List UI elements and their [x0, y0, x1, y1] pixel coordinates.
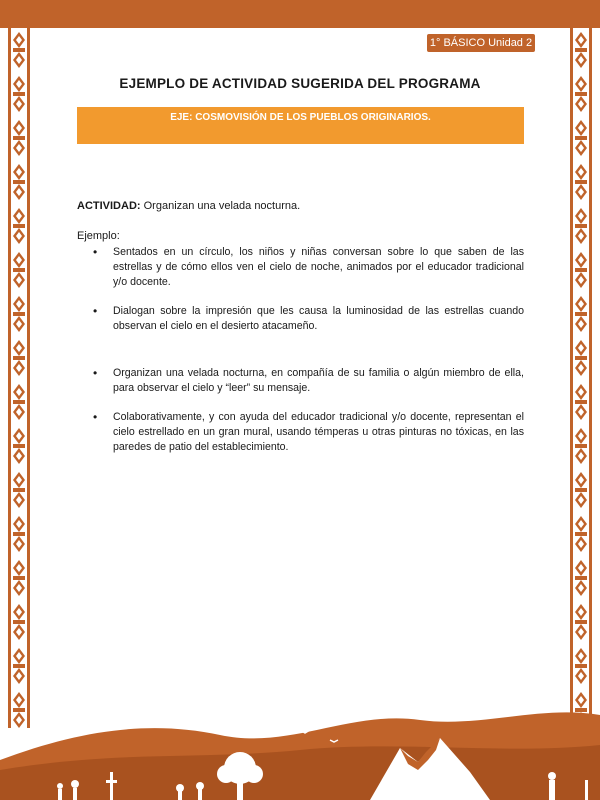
- list-item: [92, 245, 524, 290]
- list-item-text: Organizan una velada nocturna, en compañía de su familia o algún miembro de ella, para observar el cielo y “leer” su mensaje.: [113, 367, 524, 394]
- list-item-text: Colaborativamente, y con ayuda del educador tradicional y/o docente, representan el cielo estrellado en un gran mural, usando témperas u otras pinturas no tóxicas, en las paredes de patio del establecimiento.: [113, 411, 524, 453]
- bullet-icon: •: [93, 366, 98, 380]
- axis-text: EJE: COSMOVISIÓN DE LOS PUEBLOS ORIGINARIOS.: [170, 112, 431, 123]
- list-item: [92, 304, 524, 334]
- footer-landscape-illustration: [0, 690, 600, 800]
- bullet-icon: •: [93, 304, 98, 318]
- example-label: Ejemplo:: [77, 230, 120, 242]
- list-item-text: Sentados en un círculo, los niños y niñas conversan sobre lo que saben de las estrellas y de cómo ellos ven el cielo de noche, animados por el educador tradicional y/o docente.: [113, 246, 524, 288]
- right-pattern-border: [570, 28, 592, 728]
- example-bullet-list: [92, 245, 524, 455]
- unit-badge: 1° BÁSICO Unidad 2: [427, 34, 535, 52]
- activity-line: [77, 200, 300, 212]
- bullet-icon: •: [93, 245, 98, 259]
- list-item: [92, 366, 524, 396]
- list-item: [92, 410, 524, 455]
- left-pattern-border: [8, 28, 30, 728]
- axis-banner: [77, 107, 524, 144]
- top-decorative-band: [0, 0, 600, 28]
- bullet-icon: •: [93, 410, 98, 424]
- activity-label: ACTIVIDAD:: [77, 200, 141, 212]
- list-item-text: Dialogan sobre la impresión que les causa la luminosidad de las estrellas cuando observan el cielo en el desierto atacameño.: [113, 305, 524, 332]
- activity-text: Organizan una velada nocturna.: [143, 200, 301, 212]
- page-title: EJEMPLO DE ACTIVIDAD SUGERIDA DEL PROGRAMA: [119, 76, 481, 91]
